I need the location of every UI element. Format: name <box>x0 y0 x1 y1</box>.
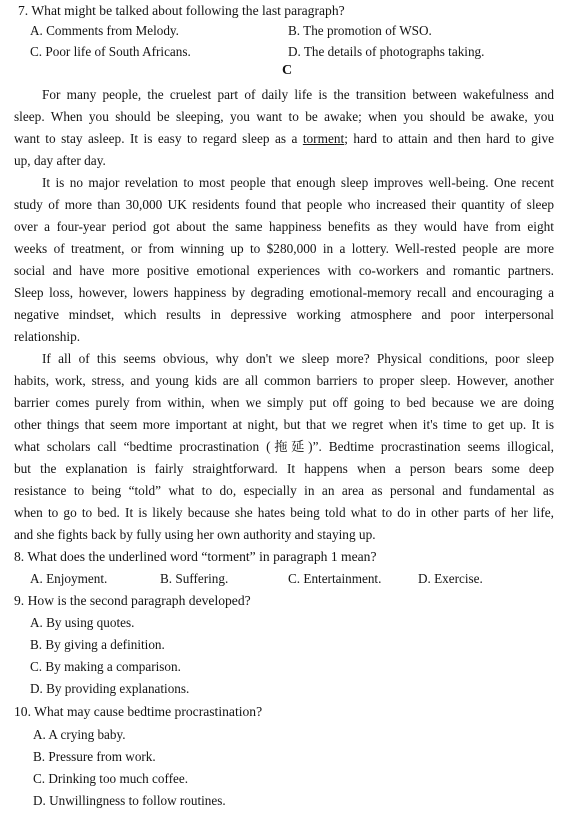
paragraph-2-line: Sleep loss, however, lowers happiness by degrading emotional-memory recall and encouraging a <box>14 285 554 300</box>
paragraph-1-line-with-underline <box>14 130 554 148</box>
question-9-option-c: C. By making a comparison. <box>30 659 181 674</box>
paragraph-3-line: other things that seem more important at night, but that we regret when it's time to get up. It is <box>14 417 554 432</box>
question-8-option-d: D. Exercise. <box>418 571 483 586</box>
question-7-option-d: D. The details of photographs taking. <box>288 44 485 59</box>
question-7-option-b: B. The promotion of WSO. <box>288 23 432 38</box>
question-7: 7. What might be talked about following the last paragraph? <box>18 3 345 18</box>
question-7-option-c: C. Poor life of South Africans. <box>30 44 191 59</box>
paragraph-3-line: If all of this seems obvious, why don't we sleep more? Physical conditions, poor sleep <box>42 351 554 366</box>
underlined-word-torment: torment <box>302 131 345 146</box>
question-9-option-a: A. By using quotes. <box>30 615 135 630</box>
paragraph-3-line: resistance to being “told” what to do, especially in an area as personal and fundamental as <box>14 483 554 498</box>
question-10-option-a: A. A crying baby. <box>33 727 126 742</box>
paragraph-1-text: ; hard to attain and then hard to give <box>344 131 554 146</box>
question-9-option-d: D. By providing explanations. <box>30 681 190 696</box>
question-10: 10. What may cause bedtime procrastination? <box>14 704 263 719</box>
question-8-option-a: A. Enjoyment. <box>30 571 108 586</box>
paragraph-2-line: relationship. <box>14 329 81 344</box>
question-7-option-a: A. Comments from Melody. <box>30 23 179 38</box>
question-8-option-c: C. Entertainment. <box>288 571 382 586</box>
paragraph-1-line: For many people, the cruelest part of daily life is the transition between wakefulness and <box>42 87 554 102</box>
paragraph-3-line: and she fights back by fully using her own authority and staying up. <box>14 527 376 542</box>
question-8-option-b: B. Suffering. <box>160 571 229 586</box>
question-10-option-b: B. Pressure from work. <box>33 749 156 764</box>
section-title: C <box>281 63 293 78</box>
paragraph-3-line: barrier comes purely from within, when we simply put off going to bed because we are doing <box>14 395 554 410</box>
paragraph-3-line: when to go to bed. It is likely because she hates being told what to do in other parts of her life, <box>14 505 554 520</box>
paragraph-1-line: up, day after day. <box>14 153 106 168</box>
question-10-option-c: C. Drinking too much coffee. <box>33 771 189 786</box>
paragraph-1-text: want to stay asleep. It is easy to regard sleep as a <box>14 131 303 146</box>
question-8: 8. What does the underlined word “torment” in paragraph 1 mean? <box>14 549 377 564</box>
paragraph-3-line: but the explanation is fairly straightforward. It happens when a person bears some deep <box>14 461 554 476</box>
paragraph-3-line: habits, work, stress, and young kids are all common barriers to proper sleep. However, another <box>14 373 554 388</box>
paragraph-2-line: negative mindset, which results in depressive working atmosphere and poor interpersonal <box>14 307 554 322</box>
paragraph-2-line: It is no major revelation to most people that enough sleep improves well-being. One recent <box>42 175 554 190</box>
question-9-option-b: B. By giving a definition. <box>30 637 165 652</box>
question-9: 9. How is the second paragraph developed? <box>14 593 251 608</box>
paragraph-2-line: social and have more positive emotional experiences with co-workers and romantic partners. <box>14 263 554 278</box>
paragraph-2-line: weeks of treatment, or from winning up to $280,000 in a lottery. Well-rested people are more <box>14 241 554 256</box>
paragraph-3-line: what scholars call “bedtime procrastination (拖延)”. Bedtime procrastination seems illogical, <box>14 439 554 454</box>
paragraph-1-line: sleep. When you should be sleeping, you want to be awake; when you should be awake, you <box>14 109 554 124</box>
question-10-option-d: D. Unwillingness to follow routines. <box>33 793 226 808</box>
paragraph-2-line: over a four-year period got about the same happiness benefits as they would have from eight <box>14 219 554 234</box>
paragraph-2-line: study of more than 30,000 UK residents found that people who increased their quantity of sleep <box>14 197 554 212</box>
